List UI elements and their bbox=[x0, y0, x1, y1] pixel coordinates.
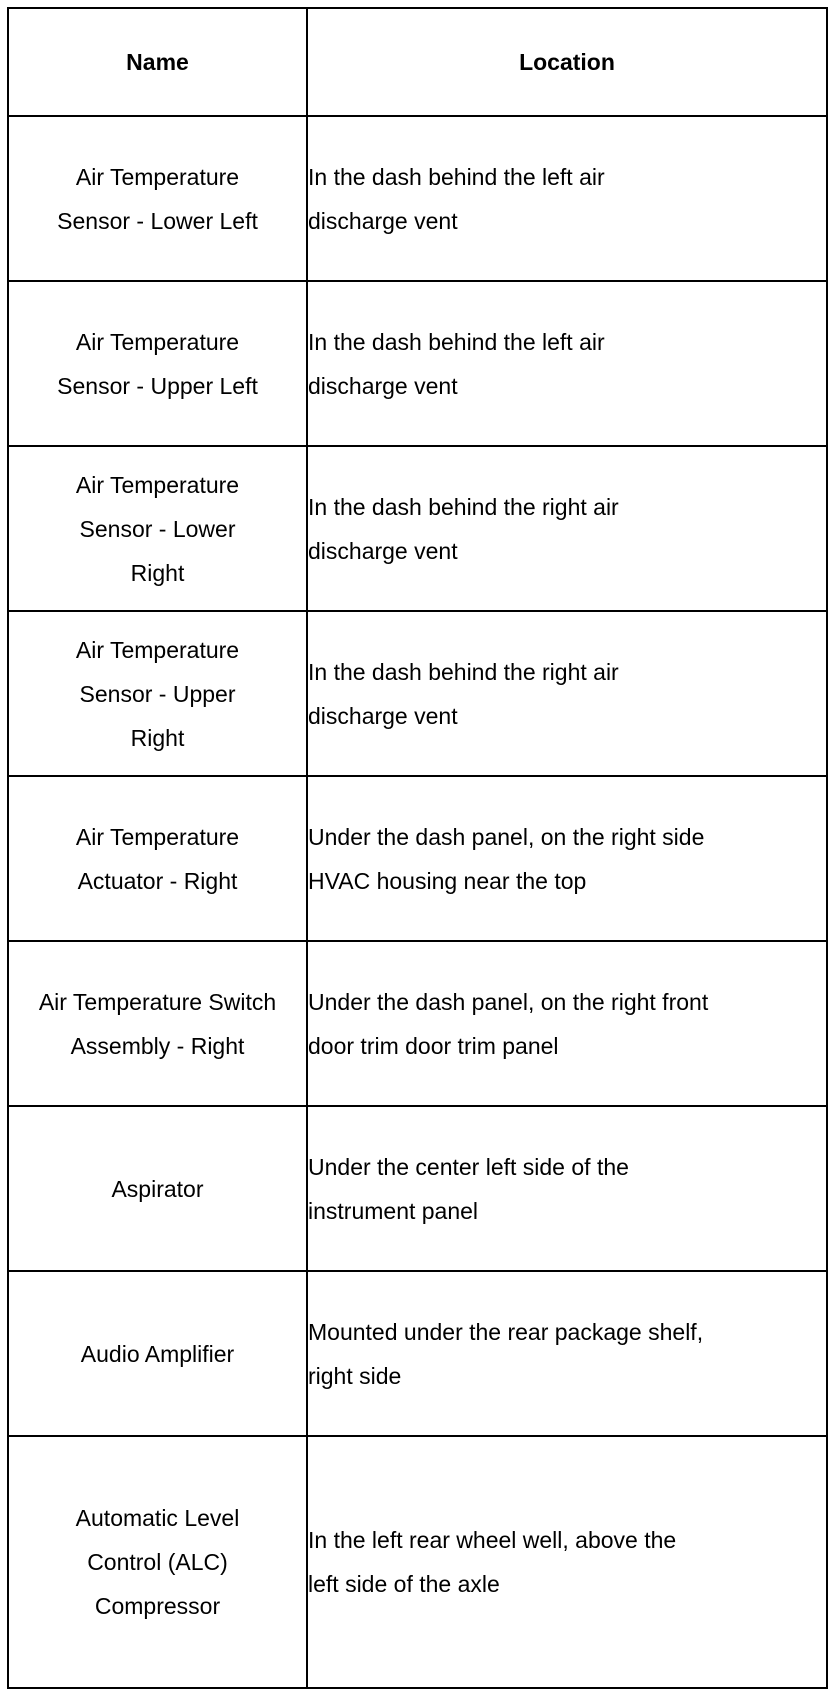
component-name bbox=[8, 1106, 307, 1271]
component-location-text: In the dash behind the left air discharge vent bbox=[308, 328, 605, 399]
component-name-text: Aspirator bbox=[111, 1175, 204, 1202]
component-name-text: Automatic Level Control (ALC) Compressor bbox=[75, 1505, 240, 1619]
component-location-text: In the dash behind the right air discharge vent bbox=[308, 658, 619, 729]
table-row bbox=[8, 281, 827, 446]
header-name: Name bbox=[8, 8, 307, 116]
table-row bbox=[8, 1271, 827, 1436]
component-name-text: Air Temperature Actuator - Right bbox=[75, 823, 240, 894]
component-name-text: Air Temperature Sensor - Lower Right bbox=[75, 471, 240, 586]
component-location-text: Under the dash panel, on the right side HVAC housing near the top bbox=[308, 823, 705, 894]
component-name-text: Air Temperature Sensor - Upper Left bbox=[57, 328, 258, 399]
component-location-text: Under the center left side of the instrument panel bbox=[308, 1153, 629, 1224]
component-location bbox=[307, 611, 827, 776]
component-name bbox=[8, 446, 307, 611]
component-location bbox=[307, 941, 827, 1106]
component-name-text: Air Temperature Sensor - Upper Right bbox=[75, 636, 240, 751]
header-location: Location bbox=[307, 8, 827, 116]
table-row bbox=[8, 116, 827, 281]
component-location bbox=[307, 281, 827, 446]
table-row bbox=[8, 776, 827, 941]
component-location bbox=[307, 116, 827, 281]
table-row bbox=[8, 941, 827, 1106]
component-name bbox=[8, 116, 307, 281]
component-location-table bbox=[7, 7, 828, 1689]
component-location bbox=[307, 776, 827, 941]
component-name bbox=[8, 941, 307, 1106]
table-row bbox=[8, 1436, 827, 1688]
table-header-row bbox=[8, 8, 827, 116]
component-name-text: Air Temperature Switch Assembly - Right bbox=[38, 988, 277, 1059]
component-name-text: Audio Amplifier bbox=[80, 1340, 235, 1367]
component-location bbox=[307, 1106, 827, 1271]
component-location bbox=[307, 1271, 827, 1436]
component-name bbox=[8, 611, 307, 776]
component-location-text: In the dash behind the left air discharge vent bbox=[308, 163, 605, 234]
component-location-text: Under the dash panel, on the right front door trim door trim panel bbox=[308, 988, 709, 1059]
component-location bbox=[307, 446, 827, 611]
component-name bbox=[8, 776, 307, 941]
component-name bbox=[8, 1271, 307, 1436]
component-name bbox=[8, 1436, 307, 1688]
component-location bbox=[307, 1436, 827, 1688]
component-location-text: Mounted under the rear package shelf, right side bbox=[308, 1318, 704, 1389]
table-row bbox=[8, 446, 827, 611]
component-name bbox=[8, 281, 307, 446]
component-location-text: In the left rear wheel well, above the left side of the axle bbox=[308, 1527, 677, 1597]
table-row bbox=[8, 611, 827, 776]
table-row bbox=[8, 1106, 827, 1271]
component-location-text: In the dash behind the right air discharge vent bbox=[308, 493, 619, 564]
component-name-text: Air Temperature Sensor - Lower Left bbox=[57, 163, 258, 234]
